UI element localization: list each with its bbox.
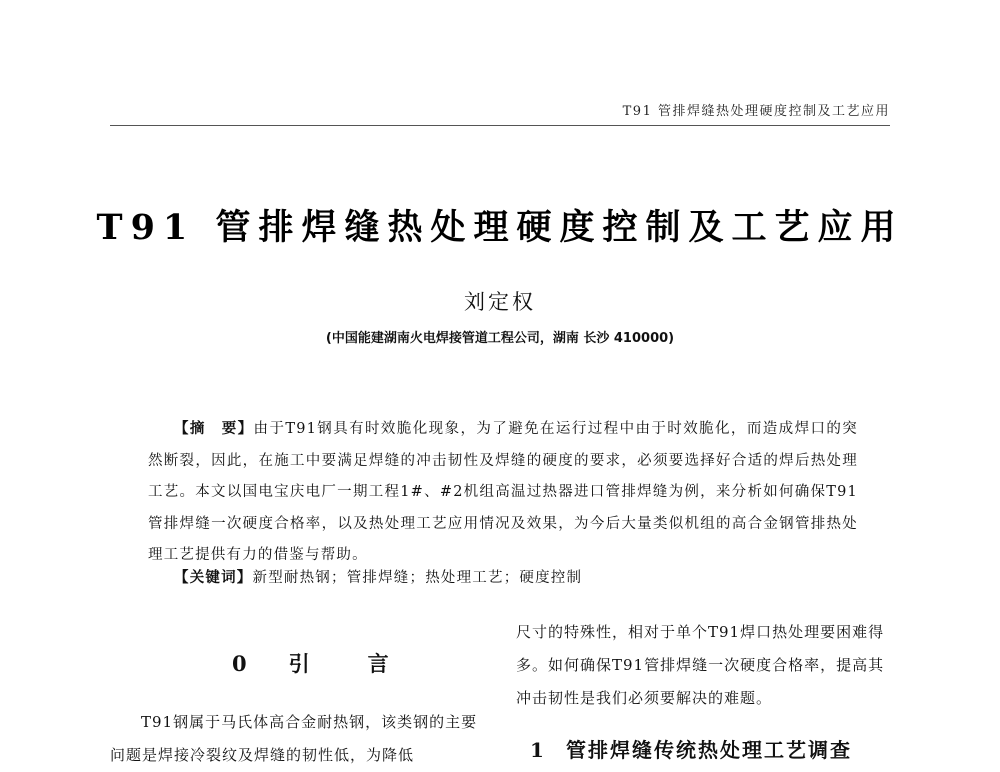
- keywords-text: 新型耐热钢；管排焊缝；热处理工艺；硬度控制: [252, 570, 583, 586]
- abstract: [148, 414, 858, 572]
- header-rule: [110, 125, 890, 126]
- right-column-paragraph: 尺寸的特殊性，相对于单个T91焊口热处理要困难得多。如何确保T91管排焊缝一次硬度合格率，提高其冲击韧性是我们必须要解决的难题。: [516, 623, 885, 707]
- abstract-label: 【摘 要】: [174, 421, 254, 437]
- section-0-number: 0: [232, 651, 251, 676]
- author-name: 刘定权: [464, 290, 536, 314]
- section-1-heading: [530, 734, 852, 763]
- paper-title: T91 管排焊缝热处理硬度控制及工艺应用: [96, 207, 904, 248]
- section-1-title: 管排焊缝传统热处理工艺调查: [566, 738, 852, 762]
- section-1-number: 1: [530, 738, 546, 762]
- keywords-label: 【关键词】: [174, 570, 253, 586]
- left-column-paragraph: T91钢属于马氏体高合金耐热钢，该类钢的主要问题是焊接冷裂纹及焊缝的韧性低，为降低: [110, 713, 478, 764]
- section-0-heading: [232, 648, 393, 678]
- keywords: [174, 566, 864, 587]
- section-0-title-a: 引: [288, 651, 314, 676]
- author-affiliation: (中国能建湖南火电焊接管道工程公司，湖南 长沙 410000): [325, 331, 675, 346]
- abstract-text: 由于T91钢具有时效脆化现象，为了避免在运行过程中由于时效脆化，而造成焊口的突然断裂，因此，在施工中要满足焊缝的冲击韧性及焊缝的硬度的要求，必须要选择好合适的焊后热处理工艺。本文以国电宝庆电厂一期工程1#、#2机组高温过热器进口管排焊缝为例，来分析如何确保T91管排焊缝一次硬度合格率，以及热处理工艺应用情况及效果，为今后大量类似机组的高合金钢管排热处理工艺提供有力的借鉴与帮助。: [148, 421, 858, 563]
- section-0-title-b: 言: [367, 651, 393, 676]
- running-header: T91 管排焊缝热处理硬度控制及工艺应用: [622, 104, 890, 119]
